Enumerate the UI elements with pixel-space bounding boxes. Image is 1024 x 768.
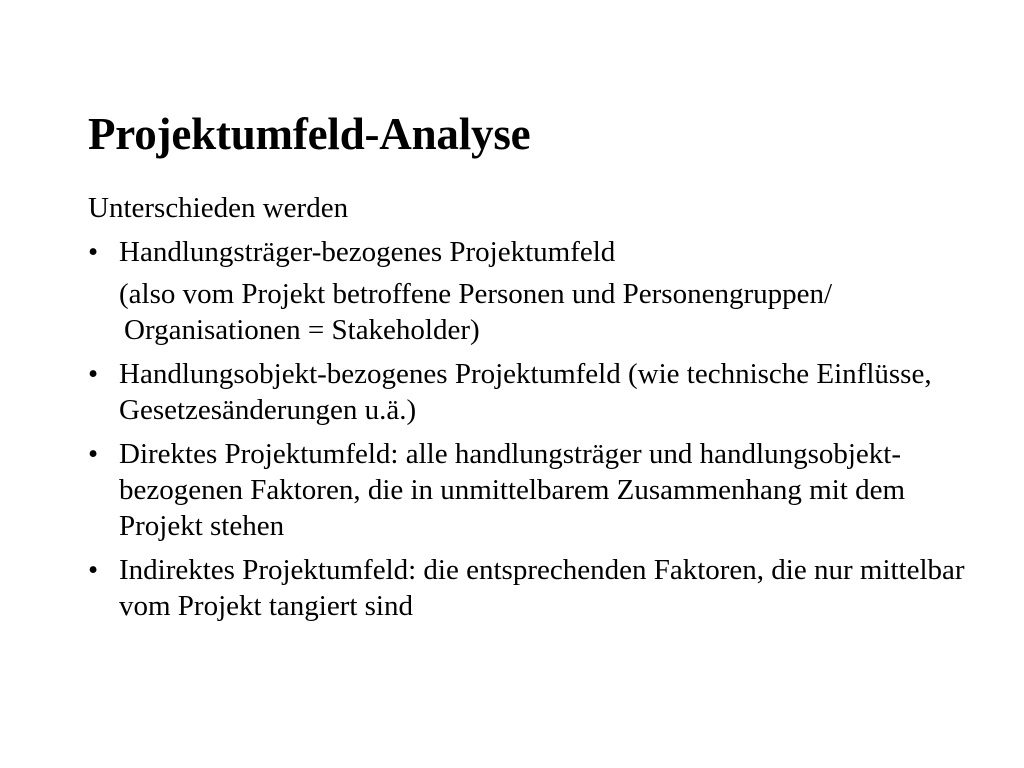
bullet-icon: • <box>88 438 99 470</box>
bullet-item <box>88 234 968 348</box>
intro-text: Unterschieden werden <box>88 192 349 224</box>
bullet-icon: • <box>88 236 99 268</box>
bullet-item <box>88 436 968 544</box>
bullet-text: Handlungsobjekt-bezogenes Projektumfeld (wie technische Einflüsse, Gesetzesänderungen u.ä.) <box>119 358 932 426</box>
bullet-icon: • <box>88 358 99 390</box>
bullet-note: (also vom Projekt betroffene Personen und Personengruppen/ Organisationen = Stakeholder) <box>119 278 833 346</box>
bullet-item <box>88 552 968 624</box>
slide-content <box>88 190 968 632</box>
bullet-text: Direktes Projektumfeld: alle handlungsträger und handlungsobjekt-bezogenen Faktoren, die in unmittelbarem Zusammenhang mit dem Projekt stehen <box>119 438 906 542</box>
bullet-text: Indirektes Projektumfeld: die entsprechenden Faktoren, die nur mittelbar vom Projekt tangiert sind <box>119 554 965 622</box>
slide-title: Projektumfeld-Analyse <box>88 109 531 159</box>
bullet-icon: • <box>88 554 99 586</box>
bullet-text: Handlungsträger-bezogenes Projektumfeld <box>119 236 616 268</box>
bullet-list <box>88 234 968 624</box>
bullet-item <box>88 356 968 428</box>
